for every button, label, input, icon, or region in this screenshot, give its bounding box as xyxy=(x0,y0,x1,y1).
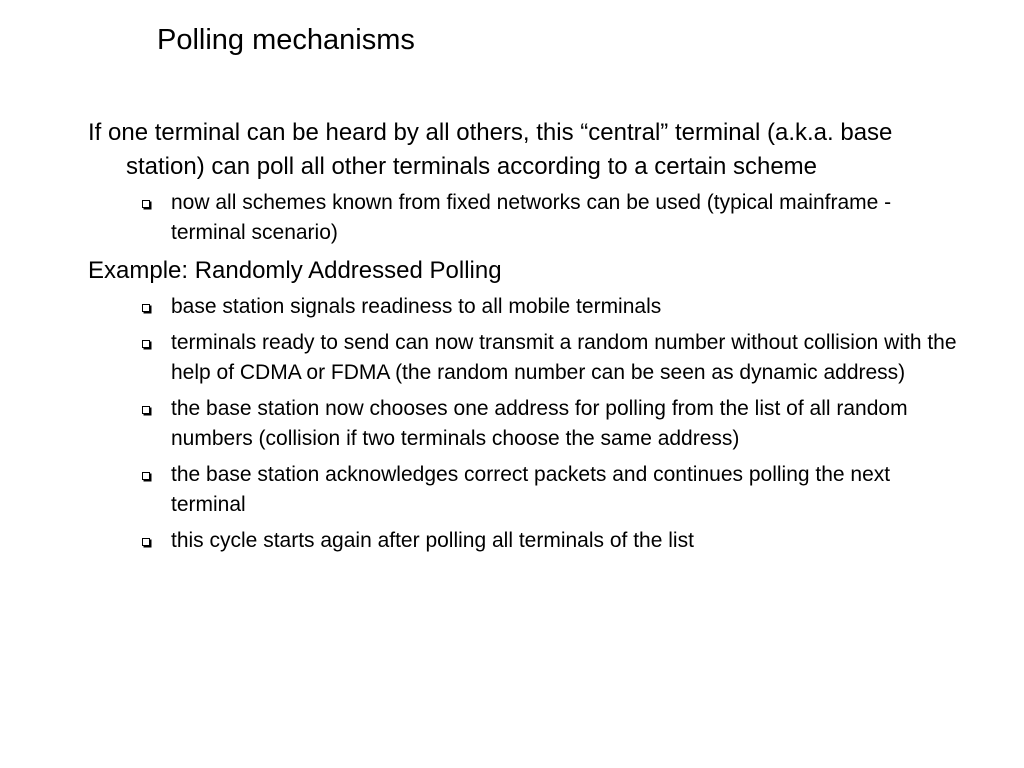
hollow-square-bullet-icon xyxy=(142,304,150,312)
sub-list-central-terminal xyxy=(88,188,968,248)
sub-list-example-rap xyxy=(88,292,968,556)
hollow-square-bullet-icon xyxy=(142,538,150,546)
sub-bullet-fixed-network-schemes xyxy=(88,188,968,248)
sub-bullet-text: terminals ready to send can now transmit a random number without collision with the help of CDMA or FDMA (the random number can be seen as dynamic address) xyxy=(171,331,957,384)
sub-bullet-cycle-restarts xyxy=(88,526,968,556)
sub-bullet-signals-readiness xyxy=(88,292,968,322)
bullet-example-rap: Example: Randomly Addressed Polling xyxy=(88,257,502,284)
slide-title: Polling mechanisms xyxy=(157,24,415,56)
sub-bullet-transmit-random-number xyxy=(88,328,968,388)
slide-content xyxy=(88,116,968,562)
sub-bullet-text: now all schemes known from fixed networks can be used (typical mainframe - terminal scenario) xyxy=(171,191,892,244)
hollow-square-bullet-icon xyxy=(142,406,150,414)
bullet-central-terminal: If one terminal can be heard by all others, this “central” terminal (a.k.a. base station) can poll all other terminals according to a certain scheme xyxy=(88,119,893,180)
sub-bullet-text: the base station now chooses one address for polling from the list of all random numbers (collision if two terminals choose the same address) xyxy=(171,397,908,450)
hollow-square-bullet-icon xyxy=(142,200,150,208)
hollow-square-bullet-icon xyxy=(142,340,150,348)
sub-bullet-text: this cycle starts again after polling all terminals of the list xyxy=(171,529,694,552)
sub-bullet-text: base station signals readiness to all mobile terminals xyxy=(171,295,662,318)
sub-bullet-acknowledge-packets xyxy=(88,460,968,520)
sub-bullet-choose-address xyxy=(88,394,968,454)
sub-bullet-text: the base station acknowledges correct packets and continues polling the next terminal xyxy=(171,463,891,516)
hollow-square-bullet-icon xyxy=(142,472,150,480)
